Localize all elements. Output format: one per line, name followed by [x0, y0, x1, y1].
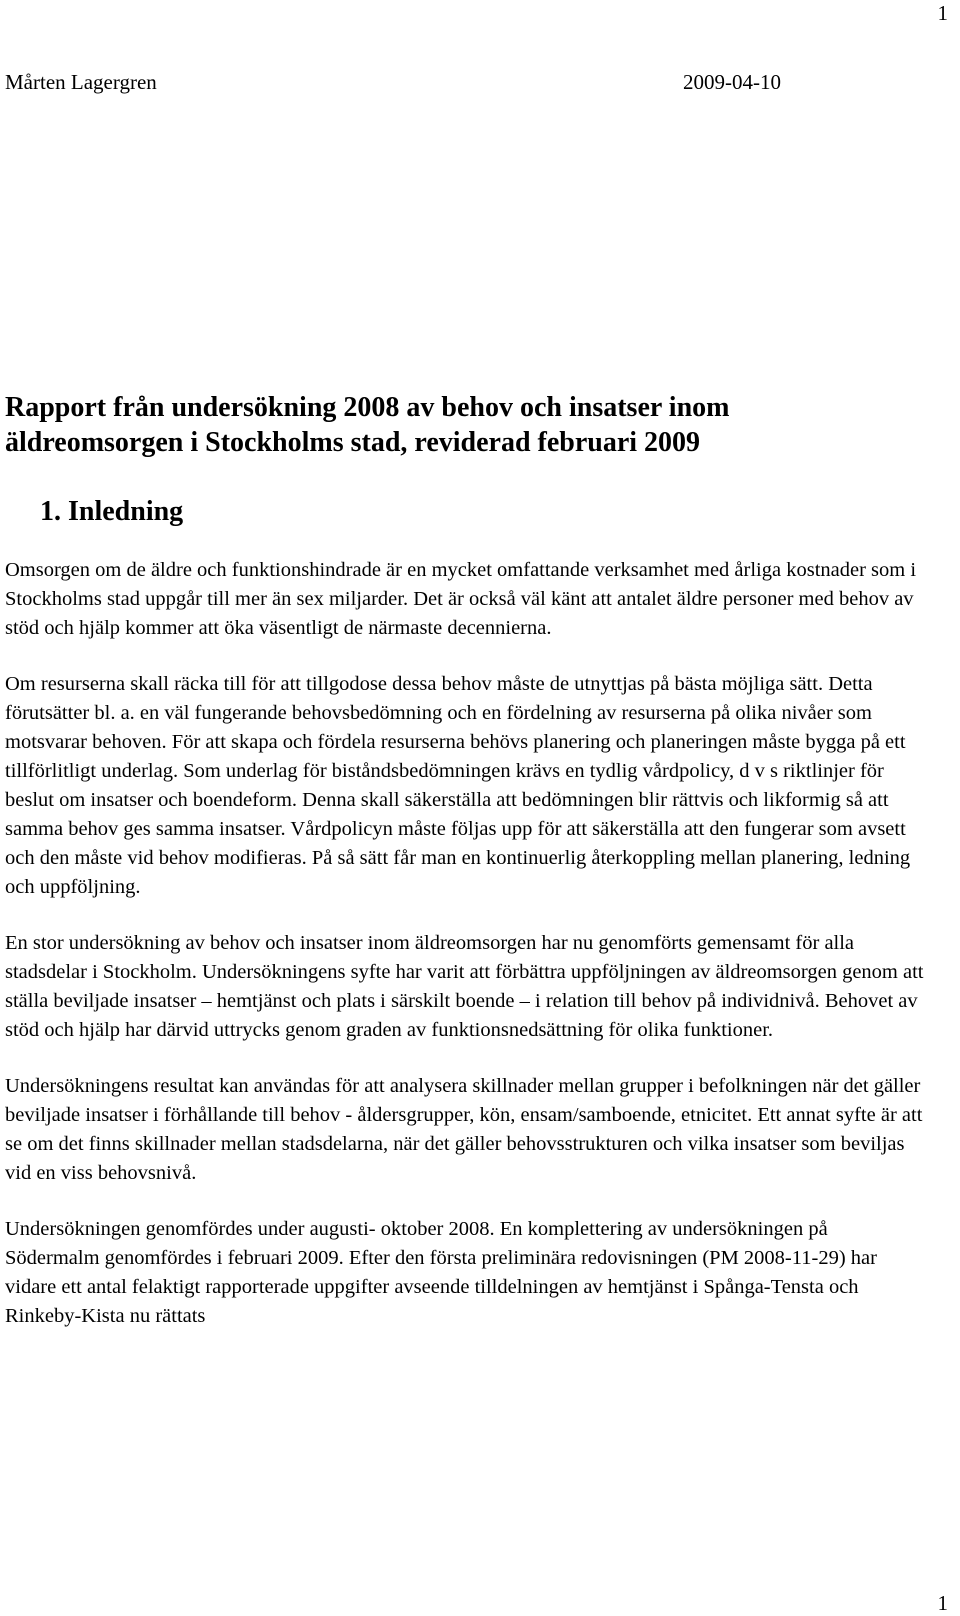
document-date: 2009-04-10: [683, 70, 781, 94]
document-title: [5, 390, 905, 460]
section-heading: 1. Inledning: [40, 496, 184, 527]
paragraph: Omsorgen om de äldre och funktionshindrade är en mycket omfattande verksamhet med årliga kostnader som i Stockholms stad uppgår till mer än sex miljarder. Det är också väl känt att antalet äldre personer med behov av stöd och hjälp kommer att öka väsentligt de närmaste decennierna.: [5, 559, 917, 639]
paragraph: En stor undersökning av behov och insatser inom äldreomsorgen har nu genomförts gemensamt för alla stadsdelar i Stockholm. Undersökningens syfte har varit att förbättra uppföljningen av äldreomsorgen genom att ställa beviljade insatser – hemtjänst och plats i särskilt boende – i relation till behov på individnivå. Behovet av stöd och hjälp har därvid uttrycks genom graden av funktionsnedsättning för olika funktioner.: [5, 932, 924, 1041]
page-number-bottom: 1: [937, 1591, 948, 1615]
paragraph: Undersökningen genomfördes under augusti- oktober 2008. En komplettering av undersökningen på Södermalm genomfördes i februari 2009. Efter den första preliminära redovisningen (PM 2008-11-29) har vidare ett antal felaktigt rapporterade uppgifter avseende tilldelningen av hemtjänst i Spånga-Tensta och Rinkeby-Kista nu rättats: [5, 1218, 877, 1327]
body-text: [5, 556, 925, 1358]
paragraph: Om resurserna skall räcka till för att tillgodose dessa behov måste de utnyttjas på bästa möjliga sätt. Detta förutsätter bl. a. en väl fungerande behovsbedömning och en fördelning av resurserna på olika nivåer som motsvarar behoven. För att skapa och fördela resurserna behövs planering och planeringen måste bygga på ett tillförlitligt underlag. Som underlag för biståndsbedömningen krävs en tydlig vårdpolicy, d v s riktlinjer för beslut om insatser och boendeform. Denna skall säkerställa att bedömningen blir rättvis och likformig så att samma behov ges samma insatser. Vårdpolicyn måste följas upp för att säkerställa att den fungerar som avsett och den måste vid behov modifieras. På så sätt får man en kontinuerlig återkoppling mellan planering, ledning och uppföljning.: [5, 673, 911, 898]
paragraph: Undersökningens resultat kan användas för att analysera skillnader mellan grupper i befolkningen när det gäller beviljade insatser i förhållande till behov - åldersgrupper, kön, ensam/samboende, etnicitet. Ett annat syfte är att se om det finns skillnader mellan stadsdelarna, när det gäller behovsstrukturen och vilka insatser som beviljas vid en viss behovsnivå.: [5, 1075, 923, 1184]
title-line-1: Rapport från undersökning 2008 av behov och insatser inom: [5, 392, 730, 423]
author-name: Mårten Lagergren: [5, 70, 157, 94]
page-number-top: 1: [937, 1, 948, 25]
title-line-2: äldreomsorgen i Stockholms stad, reviderad februari 2009: [5, 427, 701, 458]
